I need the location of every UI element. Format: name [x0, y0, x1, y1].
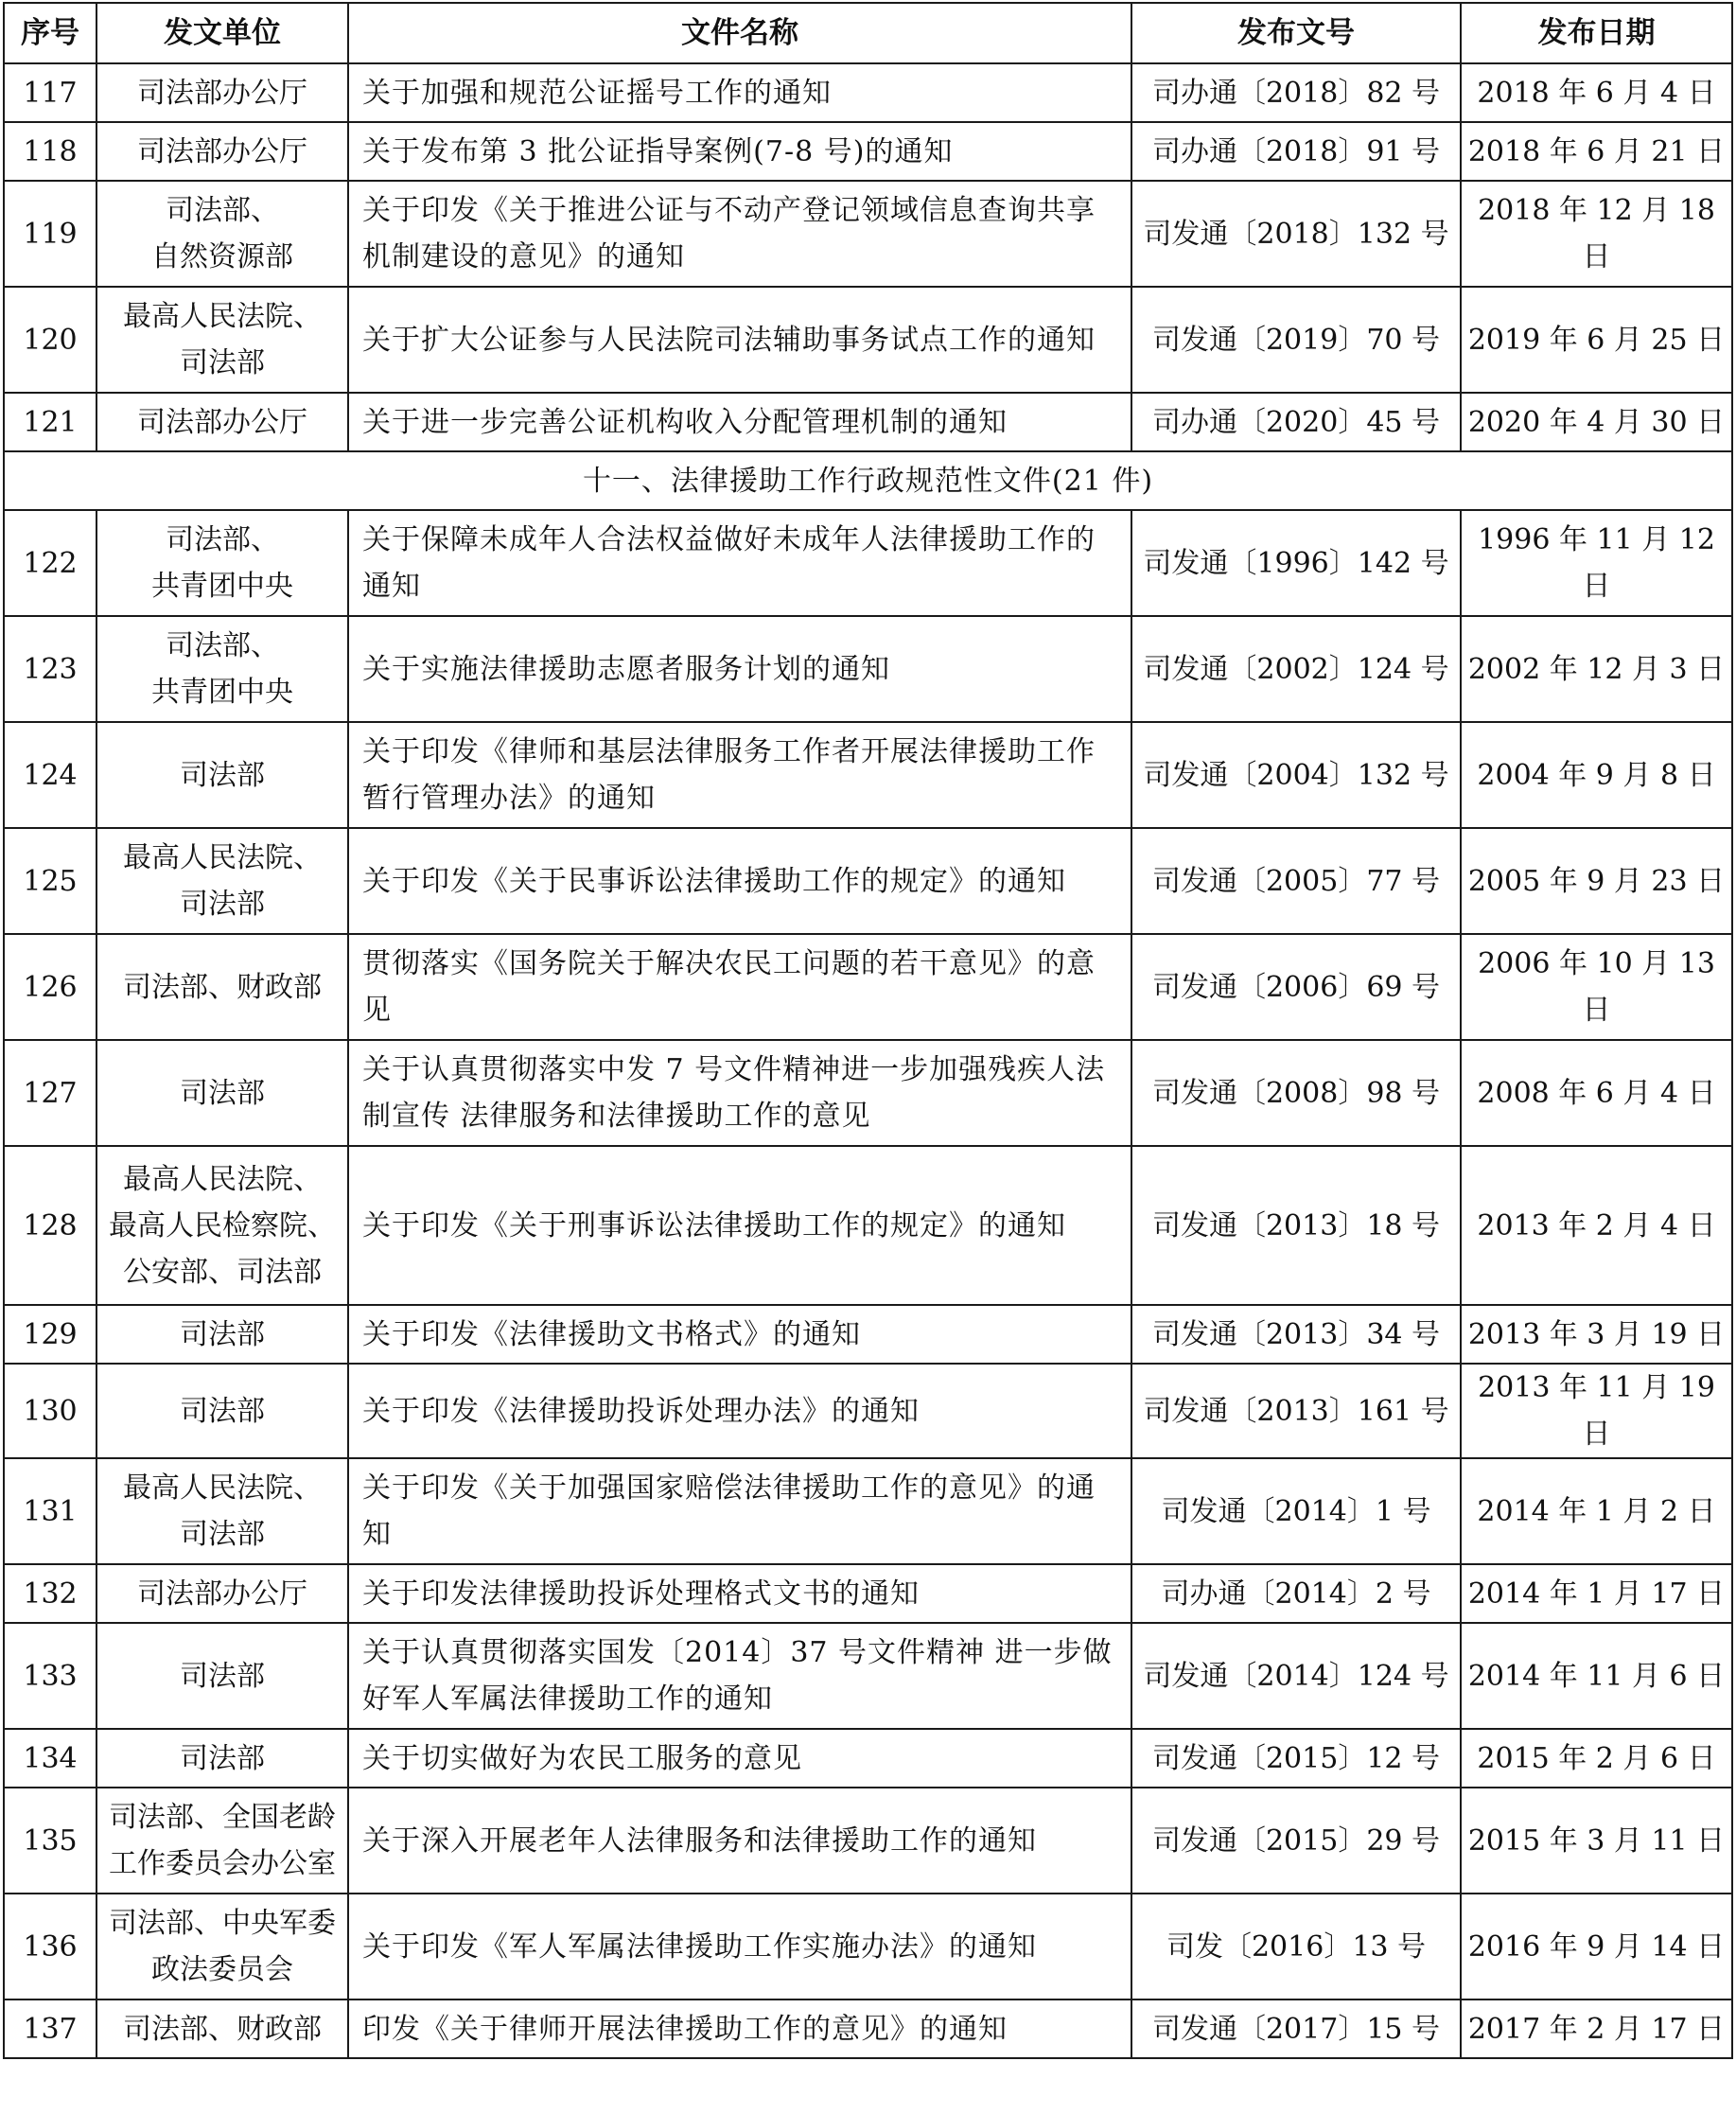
row-unit: 司法部办公厅 [96, 63, 348, 122]
row-number: 司发通〔2019〕70 号 [1131, 287, 1461, 393]
row-date: 2004 年 9 月 8 日 [1461, 722, 1732, 828]
row-title: 关于认真贯彻落实中发 7 号文件精神进一步加强残疾人法制宣传 法律服务和法律援助工作的意见 [348, 1040, 1131, 1146]
row-date: 2014 年 11 月 6 日 [1461, 1623, 1732, 1729]
row-seq: 121 [4, 393, 96, 451]
row-date: 2014 年 1 月 17 日 [1461, 1564, 1732, 1623]
row-title: 关于印发《关于民事诉讼法律援助工作的规定》的通知 [348, 828, 1131, 934]
table-row [4, 1894, 1732, 1999]
row-title: 关于切实做好为农民工服务的意见 [348, 1729, 1131, 1788]
row-number: 司发〔2016〕13 号 [1131, 1894, 1461, 1999]
row-unit: 司法部、中央军委 政法委员会 [96, 1894, 348, 1999]
table-row [4, 828, 1732, 934]
table-row [4, 63, 1732, 122]
header-unit: 发文单位 [96, 3, 348, 63]
row-seq: 119 [4, 181, 96, 287]
table-header-row [4, 3, 1732, 63]
row-seq: 117 [4, 63, 96, 122]
row-date: 2015 年 2 月 6 日 [1461, 1729, 1732, 1788]
row-title: 关于印发法律援助投诉处理格式文书的通知 [348, 1564, 1131, 1623]
row-seq: 130 [4, 1364, 96, 1458]
row-unit: 最高人民法院、 司法部 [96, 1458, 348, 1564]
row-seq: 131 [4, 1458, 96, 1564]
section-row [4, 451, 1732, 510]
row-unit: 司法部 [96, 1364, 348, 1458]
row-seq: 122 [4, 510, 96, 616]
header-number: 发布文号 [1131, 3, 1461, 63]
row-title: 关于保障未成年人合法权益做好未成年人法律援助工作的通知 [348, 510, 1131, 616]
row-unit: 司法部 [96, 722, 348, 828]
row-title: 关于印发《法律援助文书格式》的通知 [348, 1305, 1131, 1364]
row-unit: 司法部、财政部 [96, 934, 348, 1040]
header-title: 文件名称 [348, 3, 1131, 63]
row-number: 司发通〔2014〕1 号 [1131, 1458, 1461, 1564]
row-date: 2013 年 3 月 19 日 [1461, 1305, 1732, 1364]
row-seq: 128 [4, 1146, 96, 1305]
row-title: 印发《关于律师开展法律援助工作的意见》的通知 [348, 1999, 1131, 2058]
row-number: 司发通〔2008〕98 号 [1131, 1040, 1461, 1146]
table-row [4, 1623, 1732, 1729]
row-date: 2006 年 10 月 13 日 [1461, 934, 1732, 1040]
row-seq: 120 [4, 287, 96, 393]
table-row [4, 1788, 1732, 1894]
row-date: 2020 年 4 月 30 日 [1461, 393, 1732, 451]
row-number: 司发通〔2014〕124 号 [1131, 1623, 1461, 1729]
row-date: 2018 年 12 月 18 日 [1461, 181, 1732, 287]
row-number: 司办通〔2018〕91 号 [1131, 122, 1461, 181]
row-date: 2016 年 9 月 14 日 [1461, 1894, 1732, 1999]
row-unit: 司法部 [96, 1729, 348, 1788]
table-row [4, 122, 1732, 181]
row-title: 关于实施法律援助志愿者服务计划的通知 [348, 616, 1131, 722]
row-unit: 司法部 [96, 1040, 348, 1146]
row-date: 2015 年 3 月 11 日 [1461, 1788, 1732, 1894]
table-row [4, 722, 1732, 828]
table-row [4, 1146, 1732, 1305]
table-row [4, 1305, 1732, 1364]
row-unit: 司法部、财政部 [96, 1999, 348, 2058]
table-row [4, 1364, 1732, 1458]
table-row [4, 616, 1732, 722]
row-unit: 司法部、 自然资源部 [96, 181, 348, 287]
row-title: 关于发布第 3 批公证指导案例(7-8 号)的通知 [348, 122, 1131, 181]
table-row [4, 181, 1732, 287]
row-date: 2002 年 12 月 3 日 [1461, 616, 1732, 722]
row-date: 1996 年 11 月 12 日 [1461, 510, 1732, 616]
row-number: 司发通〔2018〕132 号 [1131, 181, 1461, 287]
header-date: 发布日期 [1461, 3, 1732, 63]
row-unit: 司法部 [96, 1623, 348, 1729]
row-unit: 司法部办公厅 [96, 122, 348, 181]
row-number: 司发通〔2013〕18 号 [1131, 1146, 1461, 1305]
row-title: 关于认真贯彻落实国发〔2014〕37 号文件精神 进一步做好军人军属法律援助工作的通知 [348, 1623, 1131, 1729]
row-number: 司办通〔2018〕82 号 [1131, 63, 1461, 122]
row-seq: 127 [4, 1040, 96, 1146]
row-unit: 最高人民法院、 最高人民检察院、 公安部、司法部 [96, 1146, 348, 1305]
row-seq: 118 [4, 122, 96, 181]
row-date: 2018 年 6 月 4 日 [1461, 63, 1732, 122]
table-row [4, 934, 1732, 1040]
row-seq: 124 [4, 722, 96, 828]
row-number: 司发通〔2006〕69 号 [1131, 934, 1461, 1040]
row-seq: 133 [4, 1623, 96, 1729]
row-seq: 125 [4, 828, 96, 934]
row-number: 司发通〔2017〕15 号 [1131, 1999, 1461, 2058]
row-title: 关于加强和规范公证摇号工作的通知 [348, 63, 1131, 122]
row-date: 2013 年 11 月 19 日 [1461, 1364, 1732, 1458]
row-title: 贯彻落实《国务院关于解决农民工问题的若干意见》的意见 [348, 934, 1131, 1040]
row-date: 2019 年 6 月 25 日 [1461, 287, 1732, 393]
row-seq: 137 [4, 1999, 96, 2058]
row-unit: 司法部办公厅 [96, 393, 348, 451]
row-number: 司发通〔2002〕124 号 [1131, 616, 1461, 722]
row-title: 关于印发《关于推进公证与不动产登记领域信息查询共享机制建设的意见》的通知 [348, 181, 1131, 287]
row-unit: 司法部、 共青团中央 [96, 616, 348, 722]
row-number: 司发通〔2005〕77 号 [1131, 828, 1461, 934]
row-date: 2005 年 9 月 23 日 [1461, 828, 1732, 934]
row-date: 2017 年 2 月 17 日 [1461, 1999, 1732, 2058]
row-title: 关于印发《法律援助投诉处理办法》的通知 [348, 1364, 1131, 1458]
row-title: 关于扩大公证参与人民法院司法辅助事务试点工作的通知 [348, 287, 1131, 393]
row-seq: 123 [4, 616, 96, 722]
row-unit: 最高人民法院、 司法部 [96, 287, 348, 393]
row-number: 司办通〔2014〕2 号 [1131, 1564, 1461, 1623]
row-number: 司发通〔2015〕29 号 [1131, 1788, 1461, 1894]
row-number: 司发通〔2015〕12 号 [1131, 1729, 1461, 1788]
table-row [4, 1729, 1732, 1788]
table-row [4, 1999, 1732, 2058]
row-number: 司发通〔2013〕34 号 [1131, 1305, 1461, 1364]
regulation-documents-table [3, 2, 1733, 2059]
table-row [4, 1458, 1732, 1564]
row-seq: 132 [4, 1564, 96, 1623]
row-title: 关于进一步完善公证机构收入分配管理机制的通知 [348, 393, 1131, 451]
row-date: 2018 年 6 月 21 日 [1461, 122, 1732, 181]
table-row [4, 287, 1732, 393]
row-number: 司发通〔2004〕132 号 [1131, 722, 1461, 828]
row-title: 关于印发《关于加强国家赔偿法律援助工作的意见》的通知 [348, 1458, 1131, 1564]
row-number: 司发通〔1996〕142 号 [1131, 510, 1461, 616]
row-title: 关于印发《律师和基层法律服务工作者开展法律援助工作暂行管理办法》的通知 [348, 722, 1131, 828]
row-unit: 司法部 [96, 1305, 348, 1364]
table-row [4, 1040, 1732, 1146]
row-unit: 司法部、 共青团中央 [96, 510, 348, 616]
row-seq: 136 [4, 1894, 96, 1999]
row-title: 关于深入开展老年人法律服务和法律援助工作的通知 [348, 1788, 1131, 1894]
row-seq: 134 [4, 1729, 96, 1788]
row-date: 2014 年 1 月 2 日 [1461, 1458, 1732, 1564]
row-number: 司发通〔2013〕161 号 [1131, 1364, 1461, 1458]
table-row [4, 393, 1732, 451]
row-date: 2008 年 6 月 4 日 [1461, 1040, 1732, 1146]
row-seq: 135 [4, 1788, 96, 1894]
row-seq: 126 [4, 934, 96, 1040]
table-row [4, 510, 1732, 616]
row-unit: 最高人民法院、 司法部 [96, 828, 348, 934]
row-number: 司办通〔2020〕45 号 [1131, 393, 1461, 451]
row-date: 2013 年 2 月 4 日 [1461, 1146, 1732, 1305]
row-seq: 129 [4, 1305, 96, 1364]
row-title: 关于印发《军人军属法律援助工作实施办法》的通知 [348, 1894, 1131, 1999]
header-seq: 序号 [4, 3, 96, 63]
table-row [4, 1564, 1732, 1623]
row-title: 关于印发《关于刑事诉讼法律援助工作的规定》的通知 [348, 1146, 1131, 1305]
section-title: 十一、法律援助工作行政规范性文件(21 件) [4, 451, 1732, 510]
row-unit: 司法部办公厅 [96, 1564, 348, 1623]
row-unit: 司法部、全国老龄 工作委员会办公室 [96, 1788, 348, 1894]
